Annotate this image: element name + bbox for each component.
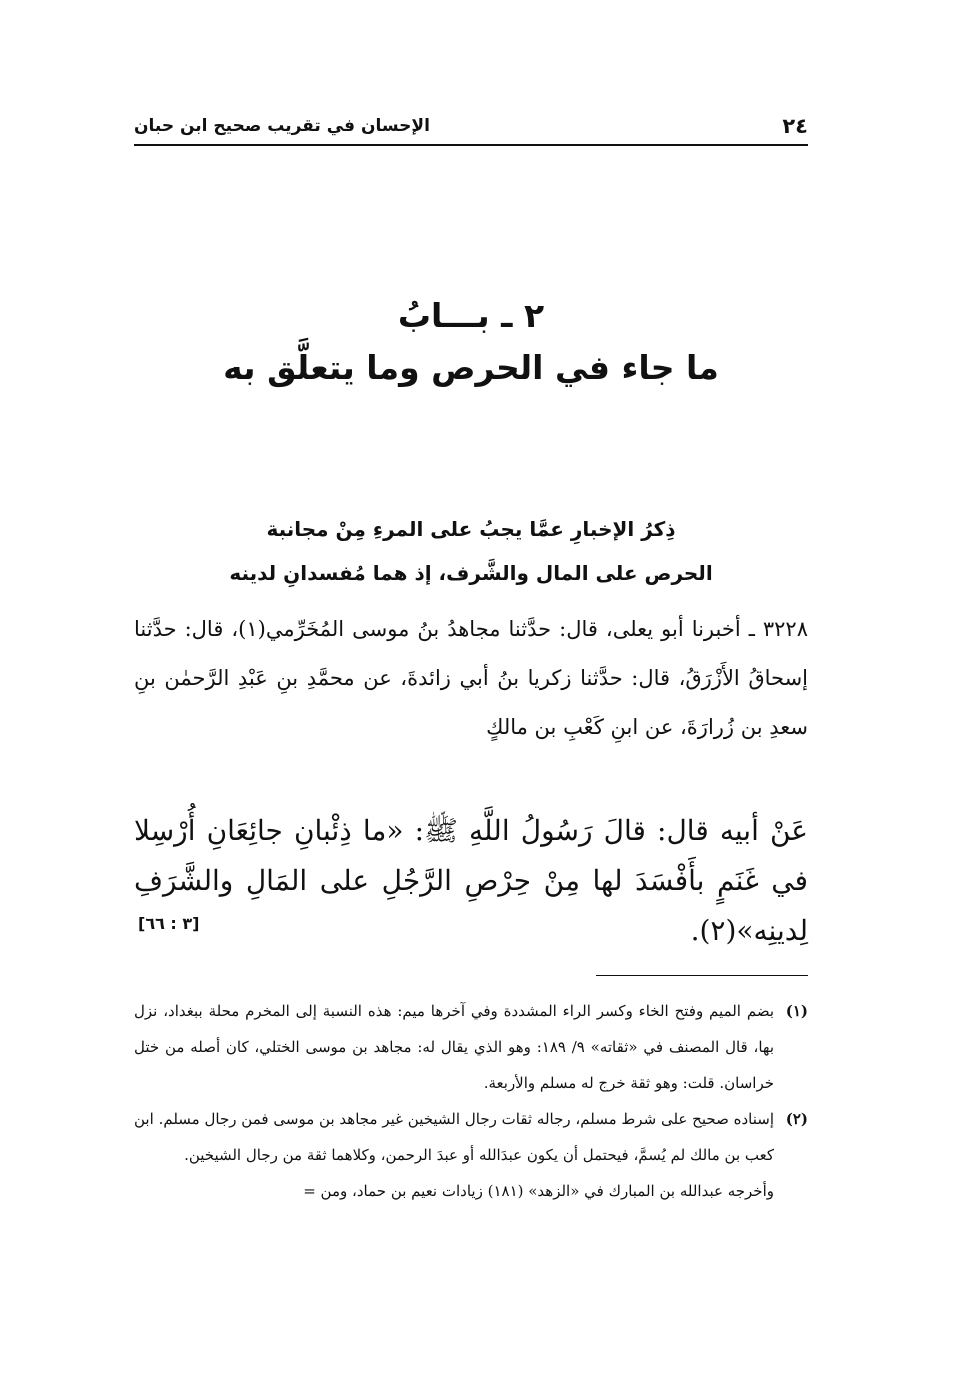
footnotes [134, 993, 808, 1209]
footnote-divider [596, 975, 808, 976]
footnote-continuation: وأخرجه عبدالله بن المبارك في «الزهد» (١٨١) زيادات نعيم بن حماد، ومن = [303, 1182, 774, 1200]
section-heading [134, 507, 808, 595]
book-title: الإحسان في تقريب صحيح ابن حبان [134, 116, 430, 136]
chapter-title: ما جاء في الحرص وما يتعلَّق به [223, 348, 719, 387]
footnote-2-text: إسناده صحيح على شرط مسلم، رجاله ثقات رجال الشيخين غير مجاهد بن موسى فمن رجال مسلم. ابن كعب بن مالك لم يُسمَّ، فيحتمل أن يكون عبدَالله أو عبدَ الرحمن، وكلاهما ثقة من رجال الشيخين. [134, 1110, 774, 1164]
hadith-text: عَنْ أبيه قال: قالَ رَسُولُ اللَّهِ ﷺ: «ما ذِئْبانِ جائِعَانِ أُرْسِلا في غَنَمٍ بأَفْسَدَ لها مِنْ حِرْصِ الرَّجُلِ على المَالِ والشَّرَفِ لِدينِه»(٢). [134, 814, 808, 947]
page-number: ٢٤ [782, 114, 808, 138]
footnote-1 [134, 993, 808, 1101]
hadith-chain: ٣٢٢٨ ـ أخبرنا أبو يعلى، قال: حدَّثنا مجاهدُ بنُ موسى المُخَرِّمي(١)، قال: حدَّثنا إسحاقُ الأَزْرَقُ، قال: حدَّثنا زكريا بنُ أبي زائدةَ، عن محمَّدِ بنِ عَبْدِ الرَّحمٰن بنِ سعدِ بن زُرارَةَ، عن ابنِ كَعْبِ بن مالكٍ [134, 617, 808, 739]
chapter-number: ٢ ـ بـــابُ [397, 296, 545, 335]
footnote-2 [134, 1101, 808, 1173]
footnote-1-number: (١) [785, 1002, 808, 1020]
section-heading-line1: ذِكرُ الإخبارِ عمَّا يجبُ على المرءِ مِنْ مجانبة [266, 517, 676, 541]
footnote-2-number: (٢) [785, 1110, 808, 1128]
section-heading-line2: الحرص على المال والشَّرف، إذ هما مُفسدانِ لدينه [229, 561, 713, 585]
footnote-1-text: بضم الميم وفتح الخاء وكسر الراء المشددة وفي آخرها ميم: هذه النسبة إلى المخرم محلة ببغداد، نزل بها، قال المصنف في «ثقاته» ٩/ ١٨٩: وهو الذي يقال له: مجاهد بن موسى الختلي، كان أصله من ختل خراسان. قلت: وهو ثقة خرج له مسلم والأربعة. [134, 1002, 775, 1092]
running-header [134, 112, 808, 146]
hadith-reference: [٣ : ٦٦] [138, 914, 200, 933]
